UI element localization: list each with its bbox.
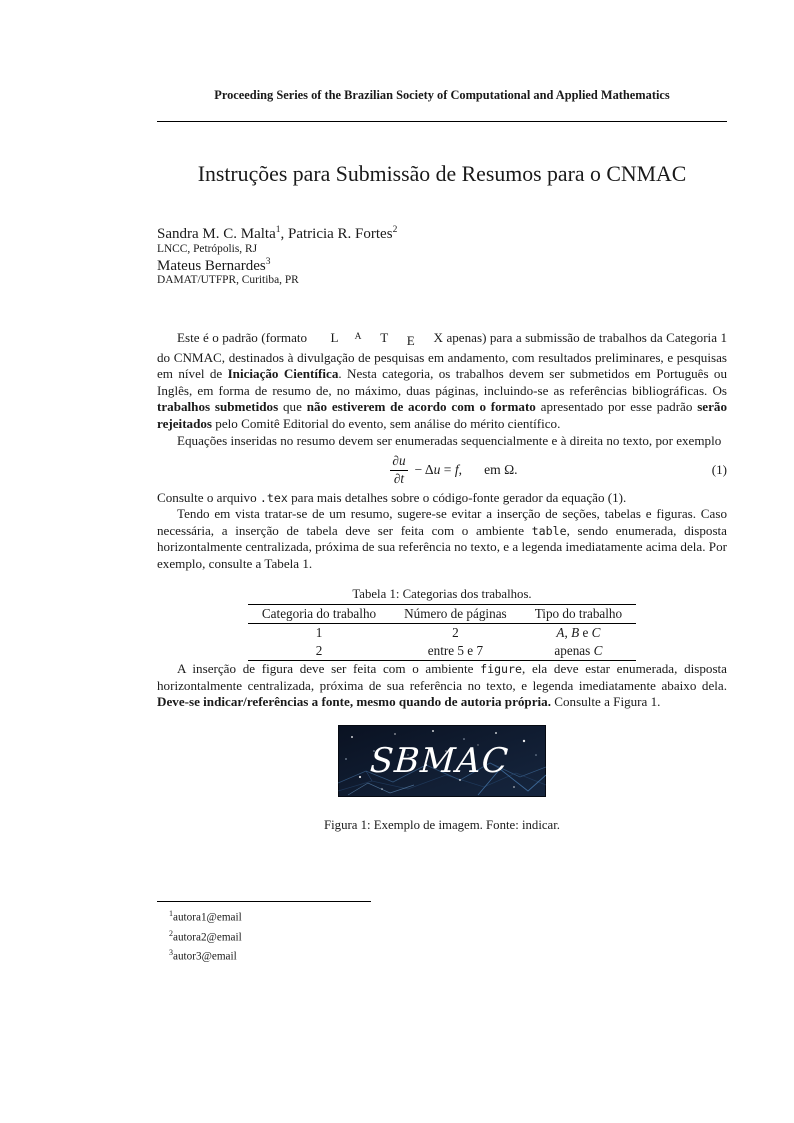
footnote-mark-2: 2 — [392, 225, 398, 235]
author-affiliation-1: LNCC, Petrópolis, RJ — [157, 242, 257, 255]
footnote-mark-1: 1 — [275, 225, 281, 235]
page-title: Instruções para Submissão de Resumos para o CNMAC — [197, 162, 687, 186]
table-env-code: table — [531, 523, 567, 538]
latex-logo: L A T E X — [330, 329, 443, 349]
running-header: Proceeding Series of the Brazilian Society of Computational and Applied Mathematics — [214, 88, 670, 102]
table-caption: Tabela 1: Categorias dos trabalhos. — [352, 587, 532, 602]
tex-file-code: .tex — [259, 490, 288, 505]
paragraph-2: Equações inseridas no resumo devem ser enumeradas sequencialmente e à direita no texto, por exemplo — [177, 432, 722, 448]
author-line-2: Mateus Bernardes$^3$ — [157, 256, 271, 274]
table-header-row — [248, 605, 636, 624]
paragraph-4: Tendo em vista tratar-se de um resumo, sugere-se evitar a inserção de seções, tabelas e figuras. Caso necessária, a inserção de tabela deve ser feita com o ambiente table, sendo enumerada, disposta horizontalmente centralizada, próxima de sua referência no texto, e a legenda imediatamente acima dela. Por exemplo, consulte a Tabela 1. — [157, 506, 727, 571]
footnote-rule — [157, 901, 371, 902]
figure-env-code: figure — [480, 662, 522, 677]
table-row: 1 2 A, B e C — [315, 625, 601, 641]
footnote-3: $^3$autor3@email — [169, 948, 237, 964]
equation-number: (1) — [711, 461, 727, 477]
footnote-mark-3: 3 — [265, 256, 271, 267]
fraction: $\frac{\partial u}{\partial t}$ — [392, 453, 406, 486]
header-rule — [157, 121, 727, 122]
author-block — [157, 226, 727, 289]
sbmac-logo-image — [338, 725, 546, 797]
figure-1-block — [157, 725, 727, 833]
paragraph-1: Este é o padrão (formato L A T E X apenas) para a submissão de trabalhos da Categoria 1 do CNMAC, destinados à divulgação de pesquisas em andamento, com resultados preliminares, e pesquisas em nível de Iniciação Científica. Nesta categoria, os trabalhos devem ser submetidos em Português ou Inglês, em forma de resumo de, no máximo, duas páginas, incluindo-se as referências bibliográficas. Os trabalhos submetidos que não estiverem de acordo com o formato apresentado por esse padrão serão rejeitados pelo Comitê Editorial do evento, sem análise do mérito científico. — [157, 329, 728, 431]
body-text — [157, 329, 727, 833]
equation-1: $\frac{\partial u}{\partial t}$ − Δu = f, em Ω. (1) — [392, 453, 727, 486]
footnote-block — [157, 901, 727, 965]
col-header-tipo: Tipo do trabalho — [521, 605, 636, 624]
footnote-1: $^1$autora1@email — [169, 909, 242, 924]
footnote-2: $^2$autora2@email — [169, 928, 242, 944]
table-1-block — [157, 587, 727, 661]
sbmac-logo-text: SBMAC — [368, 741, 511, 781]
paragraph-5: A inserção de figura deve ser feita com o ambiente figure, ela deve estar enumerada, disposta horizontalmente centralizada, próxima de sua referência no texto, e legenda imediatamente abaixo dela. Deve-se indicar/referências a fonte, mesmo quando de autoria própria. Consulte a Figura 1. — [157, 661, 727, 710]
author-affiliation-2: DAMAT/UTFPR, Curitiba, PR — [157, 274, 299, 287]
categories-table — [248, 604, 636, 661]
table-row: 2 entre 5 e 7 apenas C — [315, 643, 603, 659]
paragraph-3: Consulte o arquivo .tex para mais detalhes sobre o código-fonte gerador da equação (1). — [157, 489, 627, 505]
author-line-1: Sandra M. C. Malta$^1$, Patricia R. Fortes$^2$ — [157, 225, 398, 242]
col-header-categoria: Categoria do trabalho — [248, 605, 390, 624]
col-header-paginas: Número de páginas — [390, 605, 521, 624]
figure-caption: Figura 1: Exemplo de imagem. Fonte: indicar. — [324, 817, 560, 832]
